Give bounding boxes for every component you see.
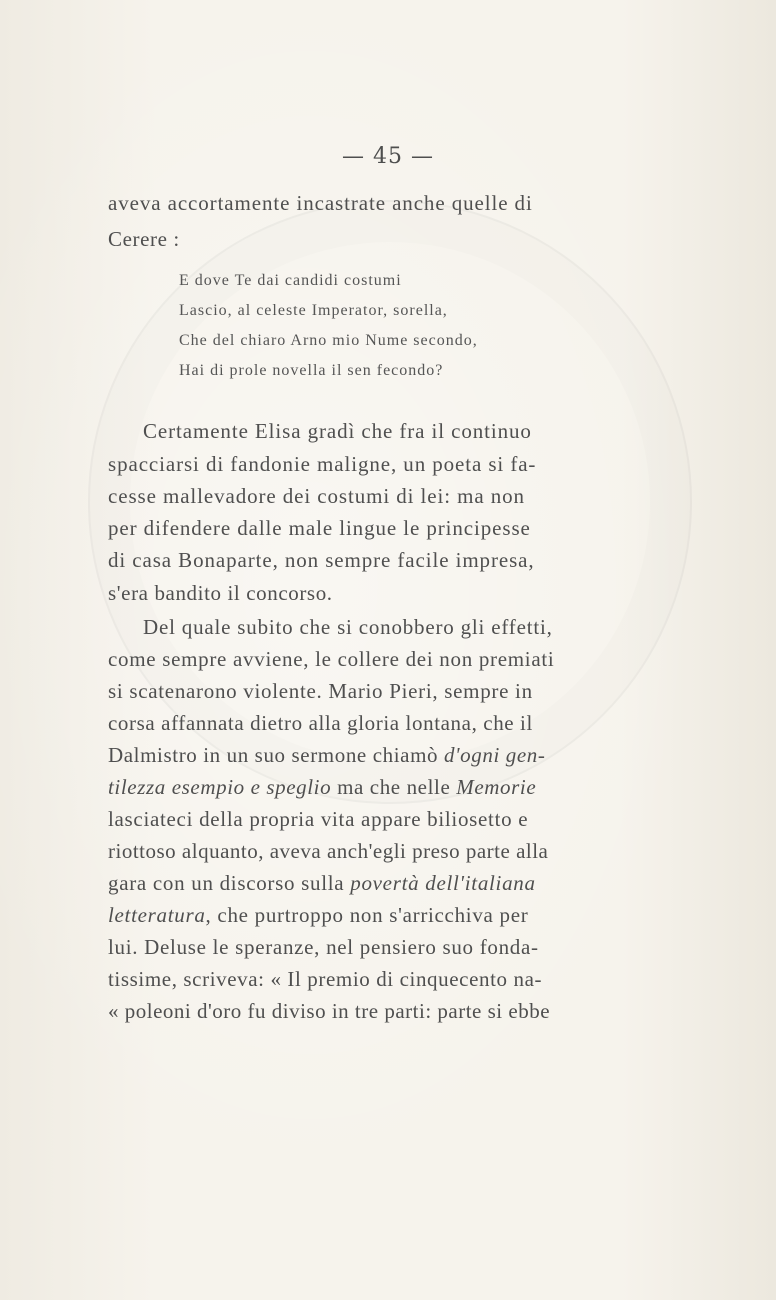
- paragraph2-line-6-italic: tilezza esempio e speglio: [108, 775, 332, 799]
- page-number: — 45 —: [342, 144, 434, 169]
- paragraph2-line-12: tissime, scriveva: « Il premio di cinquecento na-: [108, 967, 543, 991]
- paragraph2-line-6-roman: ma che nelle: [331, 775, 457, 799]
- verse-line-4: Hai di prole novella il sen fecondo?: [179, 362, 444, 379]
- paragraph2-line-4: corsa affannata dietro alla gloria lontana, che il: [108, 711, 533, 735]
- paragraph1-line-5: di casa Bonaparte, non sempre facile impresa,: [108, 548, 535, 572]
- verse-line-1: E dove Te dai candidi costumi: [179, 272, 402, 289]
- paragraph2-line-7: lasciateci della propria vita appare biliosetto e: [108, 807, 529, 831]
- paragraph2-line-6-italic-memorie: Memorie: [456, 775, 537, 799]
- paragraph2-line-10-roman: , che purtroppo non s'arricchiva per: [205, 903, 529, 927]
- verse-line-3: Che del chiaro Arno mio Nume secondo,: [179, 332, 478, 349]
- paragraph1-line-3: cesse mallevadore dei costumi di lei: ma non: [108, 484, 525, 508]
- paragraph2-line-8: riottoso alquanto, aveva anch'egli preso parte alla: [108, 839, 549, 863]
- paragraph2-line-11: lui. Deluse le speranze, nel pensiero suo fonda-: [108, 935, 539, 959]
- paragraph2-line-9: [108, 873, 536, 894]
- paragraph2-line-3: si scatenarono violente. Mario Pieri, sempre in: [108, 679, 533, 703]
- paragraph2-line-2: come sempre avviene, le collere dei non premiati: [108, 647, 555, 671]
- paragraph2-line-6: [108, 777, 536, 798]
- paragraph2-line-10-italic: letteratura: [108, 903, 206, 927]
- paragraph1-line-4: per difendere dalle male lingue le principesse: [108, 516, 531, 540]
- paragraph1-line-1: Certamente Elisa gradì che fra il continuo: [143, 419, 532, 443]
- paragraph1-line-6: s'era bandito il concorso.: [108, 581, 333, 605]
- paragraph2-line-5-italic: d'ogni gen-: [443, 743, 546, 767]
- paragraph2-line-13: « poleoni d'oro fu diviso in tre parti: parte si ebbe: [108, 999, 551, 1023]
- paragraph2-line-5-roman: Dalmistro in un suo sermone chiamò: [108, 743, 444, 767]
- paragraph2-line-1: Del quale subito che si conobbero gli effetti,: [143, 615, 553, 639]
- paragraph2-line-9-roman: gara con un discorso sulla: [108, 871, 351, 895]
- intro-line-2: Cerere :: [108, 227, 180, 251]
- paragraph2-line-5: [108, 745, 545, 766]
- paragraph2-line-9-italic: povertà dell'italiana: [350, 871, 536, 895]
- intro-line-1: aveva accortamente incastrate anche quelle di: [108, 191, 533, 215]
- paragraph2-line-10: [108, 905, 528, 926]
- paragraph1-line-2: spacciarsi di fandonie maligne, un poeta si fa-: [108, 452, 537, 476]
- verse-line-2: Lascio, al celeste Imperator, sorella,: [179, 302, 448, 319]
